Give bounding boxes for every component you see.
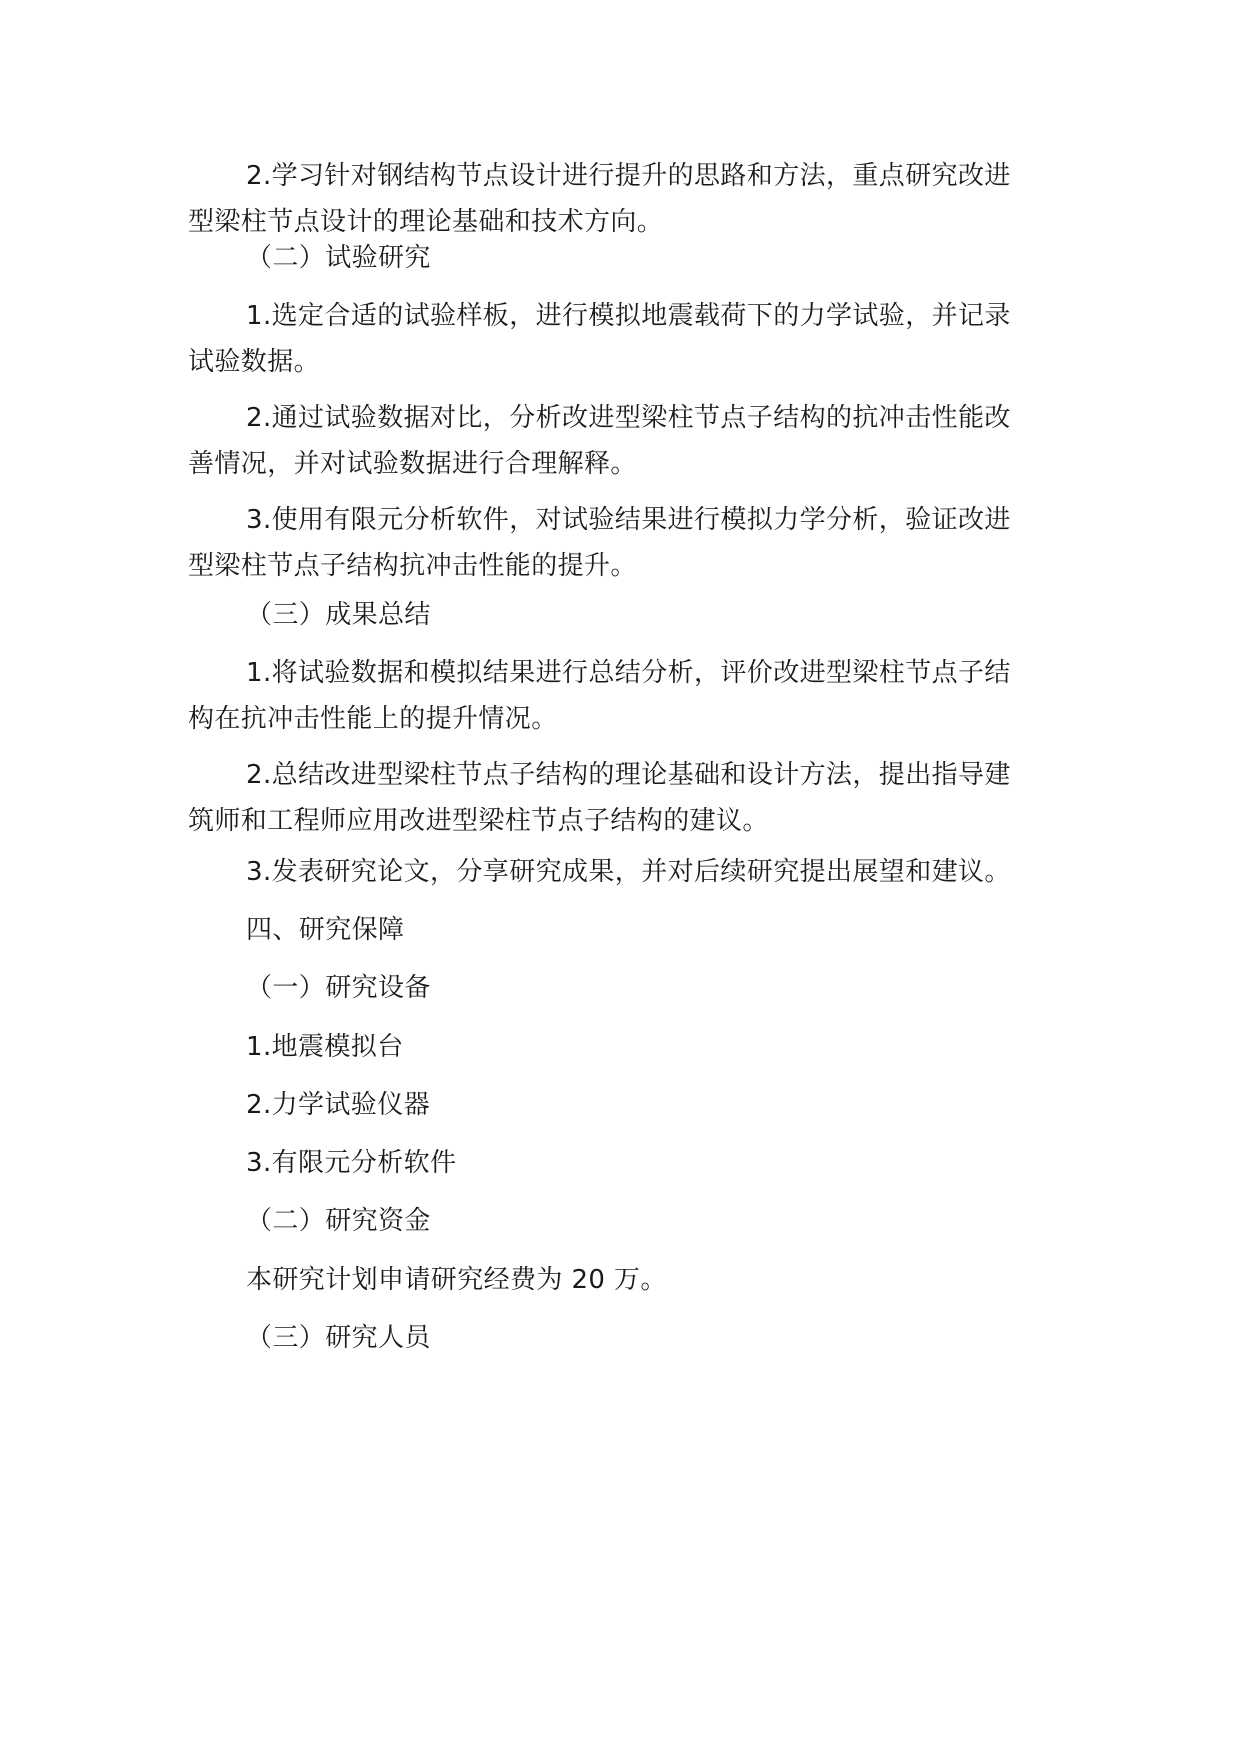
subheading-results-summary: （三）成果总结 — [246, 600, 431, 630]
paragraph-data-comparison: 2.通过试验数据对比，分析改进型梁柱节点子结构的抗冲击性能改善情况，并对试验数据进行合理解释。 — [188, 403, 1011, 479]
paragraph-method-study: 2.学习针对钢结构节点设计进行提升的思路和方法，重点研究改进型梁柱节点设计的理论基础和技术方向。 — [188, 161, 1011, 237]
list-item-fea-software: 3.有限元分析软件 — [246, 1148, 457, 1178]
subheading-experimental-research: （二）试验研究 — [246, 243, 431, 273]
subheading-research-funding: （二）研究资金 — [246, 1206, 431, 1236]
heading-research-support: 四、研究保障 — [246, 915, 405, 945]
paragraph-summary-analysis: 1.将试验数据和模拟结果进行总结分析，评价改进型梁柱节点子结构在抗冲击性能上的提升情况。 — [188, 658, 1011, 734]
subheading-research-personnel: （三）研究人员 — [246, 1323, 431, 1353]
paragraph-funding-amount: 本研究计划申请研究经费为 20 万。 — [246, 1265, 667, 1295]
paragraph-publish-papers: 3.发表研究论文，分享研究成果，并对后续研究提出展望和建议。 — [246, 857, 1011, 887]
subheading-research-equipment: （一）研究设备 — [246, 973, 431, 1003]
paragraph-test-sample: 1.选定合适的试验样板，进行模拟地震载荷下的力学试验，并记录试验数据。 — [188, 301, 1011, 377]
paragraph-design-method: 2.总结改进型梁柱节点子结构的理论基础和设计方法，提出指导建筑师和工程师应用改进型梁柱节点子结构的建议。 — [188, 760, 1011, 836]
list-item-seismic-table: 1.地震模拟台 — [246, 1032, 404, 1062]
paragraph-fea-analysis: 3.使用有限元分析软件，对试验结果进行模拟力学分析，验证改进型梁柱节点子结构抗冲击性能的提升。 — [188, 505, 1011, 581]
list-item-test-instruments: 2.力学试验仪器 — [246, 1090, 431, 1120]
